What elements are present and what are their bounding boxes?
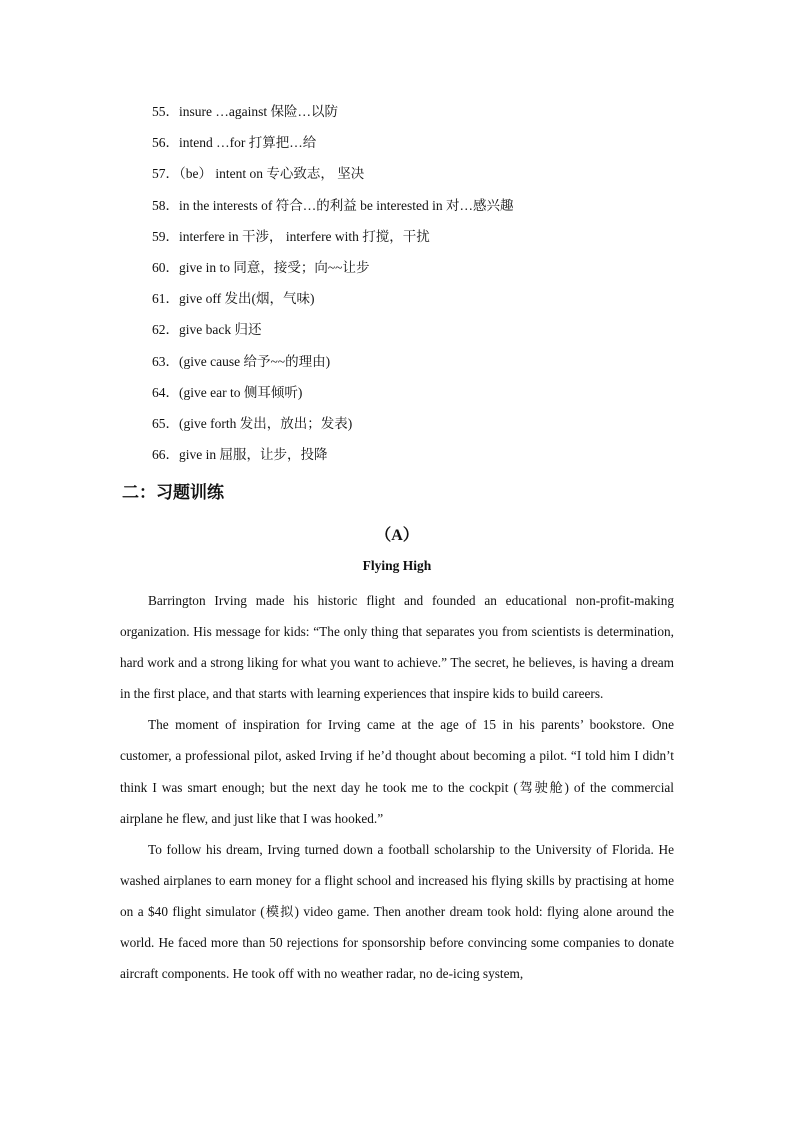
section-title: 二：习题训练 — [122, 483, 224, 503]
vocab-item: 60．give in to 同意，接受；向~~让步 — [152, 259, 370, 275]
vocab-item: 63．(give cause 给予~~的理由) — [152, 353, 331, 369]
vocab-item: 61．give off 发出(烟，气味) — [152, 291, 315, 307]
vocab-item: 66．give in 屈服，让步，投降 — [152, 447, 328, 463]
vocab-item: 57．（be） intent on 专心致志， 坚决 — [152, 166, 365, 182]
vocab-item: 55．insure …against 保险…以防 — [152, 104, 338, 119]
vocab-item: 65．(give forth 发出，放出；发表) — [152, 415, 353, 431]
vocab-item: 58．in the interests of 符合…的利益 be interested in 对…感兴趣 — [152, 197, 514, 213]
vocab-item: 56．intend …for 打算把…给 — [152, 135, 317, 151]
vocab-item: 62．give back 归还 — [152, 322, 262, 338]
vocabulary-list — [152, 98, 712, 472]
reading-passage — [120, 585, 674, 989]
passage-title: Flying High — [362, 558, 432, 573]
passage-paragraph: The moment of inspiration for Irving came at the age of 15 in his parents’ bookstore. One customer, a professional pilot, asked Irving if he’d thought about becoming a pilot. “I told him I didn’t think I was smart enough; but the next day he took me to the cockpit (驾驶舱) of the commercial airplane he flew, and just like that I was hooked.” — [120, 717, 674, 826]
vocab-item: 64．(give ear to 侧耳倾听) — [152, 384, 303, 400]
passage-paragraph: To follow his dream, Irving turned down a football scholarship to the University of Florida. He washed airplanes to earn money for a flight school and increased his flying skills by practising at home on a $40 flight simulator (模拟) video game. Then another dream took hold: flying alone around the world. He faced more than 50 rejections for sponsorship before convincing some companies to donate aircraft components. He took off with no weather radar, no de-icing system, — [120, 841, 674, 982]
part-label: （A） — [375, 527, 419, 544]
vocab-item: 59．interfere in 干涉， interfere with 打搅，干扰 — [152, 228, 430, 244]
passage-paragraph: Barrington Irving made his historic flight and founded an educational non-profit-making organization. His message for kids: “The only thing that separates you from scientists is determination, hard work and a strong liking for what you want to achieve.” The secret, he believes, is having a dream in the first place, and that starts with learning experiences that inspire kids to build careers. — [120, 593, 674, 702]
